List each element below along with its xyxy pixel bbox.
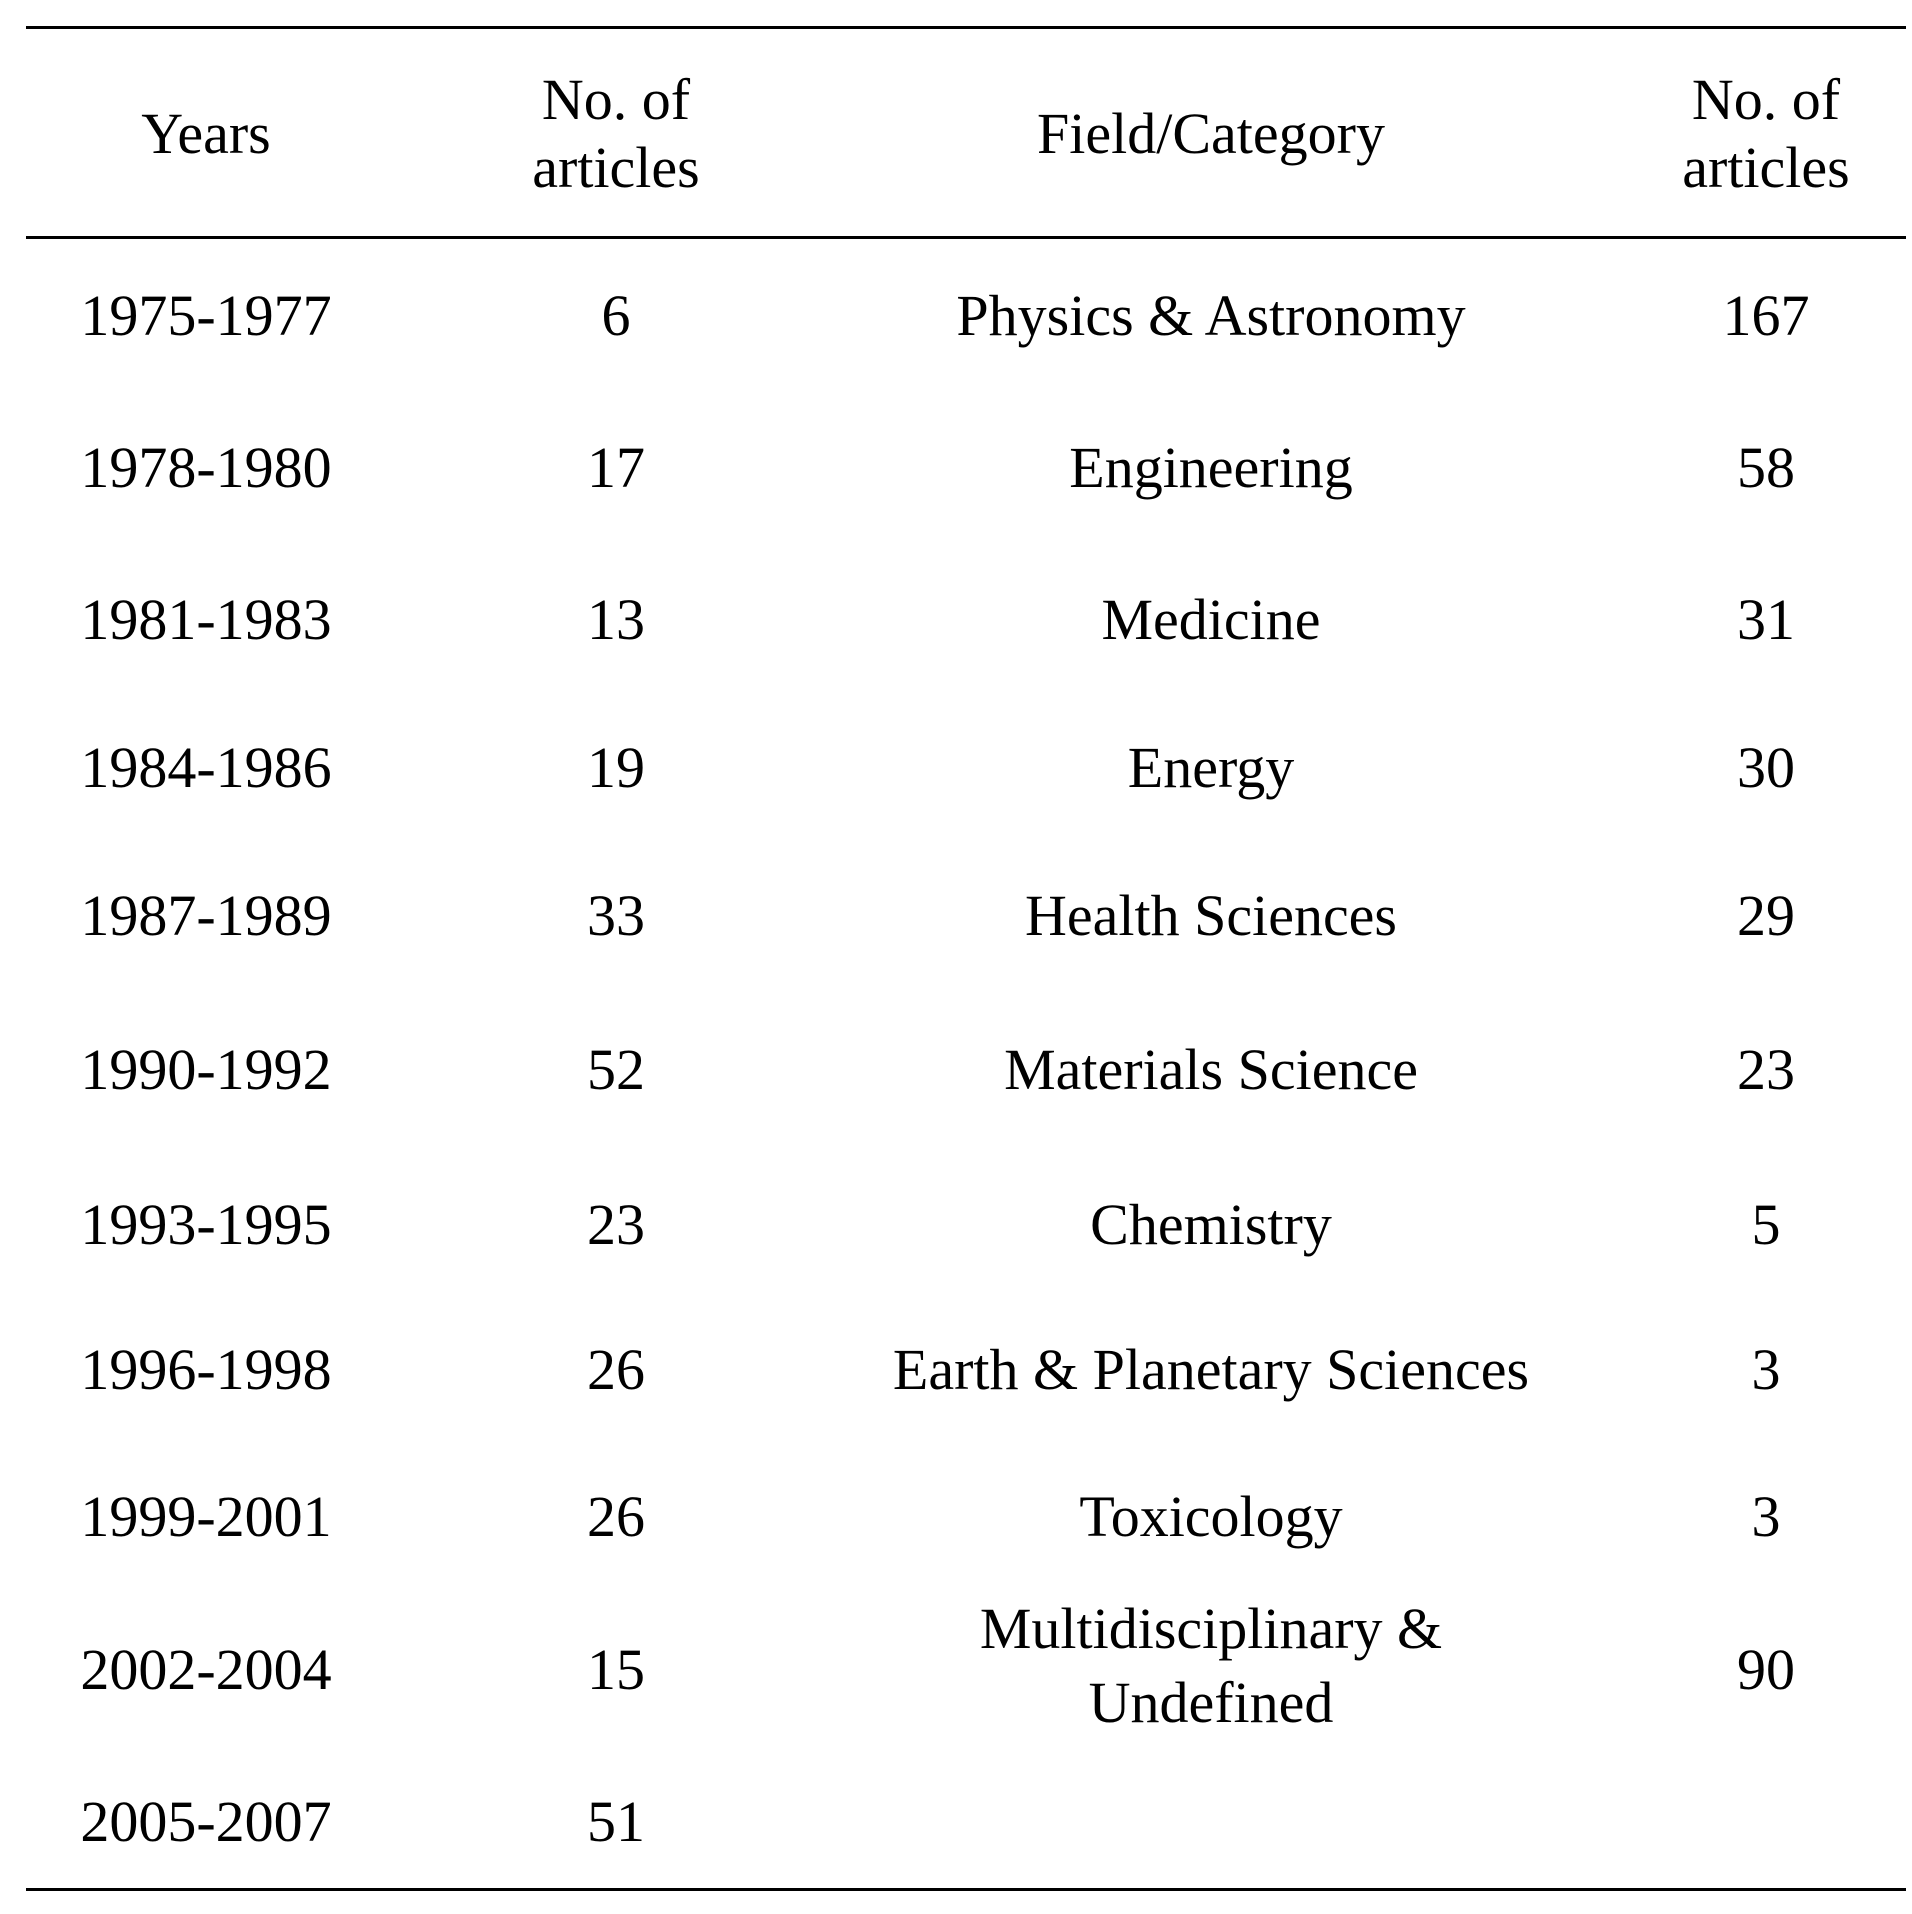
table-cell-field: Engineering xyxy=(1069,435,1353,500)
table-cell-field: Medicine xyxy=(1101,587,1321,652)
table-header-rule xyxy=(26,236,1906,239)
table-cell-years: 1981-1983 xyxy=(80,587,332,652)
table-cell-field-count: 90 xyxy=(1737,1637,1795,1702)
table-cell-field: Earth & Planetary Sciences xyxy=(892,1337,1530,1402)
table-cell-count: 17 xyxy=(587,435,645,500)
header-articles-by-field xyxy=(1626,64,1906,204)
table-cell-count: 15 xyxy=(587,1637,645,1702)
table-cell-field: Energy xyxy=(1127,735,1295,800)
table-cell-field-line1: Multidisciplinary & xyxy=(979,1596,1443,1661)
table-cell-years: 1993-1995 xyxy=(80,1192,332,1257)
header-years-label: Years xyxy=(141,101,271,166)
table-cell-field-count: 30 xyxy=(1737,735,1795,800)
table-cell-field-count: 31 xyxy=(1737,587,1795,652)
table-bottom-rule xyxy=(26,1888,1906,1891)
table-cell-count: 23 xyxy=(587,1192,645,1257)
table-cell-count: 26 xyxy=(587,1337,645,1402)
table-cell-field xyxy=(796,1592,1626,1740)
table-cell-field: Toxicology xyxy=(1079,1484,1343,1549)
table-cell-count: 19 xyxy=(587,735,645,800)
table-cell-years: 2002-2004 xyxy=(80,1637,332,1702)
table-cell-field-count: 23 xyxy=(1737,1037,1795,1102)
header-field-category xyxy=(796,64,1626,204)
table-cell-field: Physics & Astronomy xyxy=(956,283,1466,348)
table-cell-field: Health Sciences xyxy=(1024,883,1397,948)
table-cell-years: 1999-2001 xyxy=(80,1484,332,1549)
table-cell-count: 6 xyxy=(601,283,631,348)
table-cell-count: 13 xyxy=(587,587,645,652)
table-cell-field: Materials Science xyxy=(1004,1037,1418,1102)
header-field-label: Field/Category xyxy=(1037,101,1385,166)
table-cell-field-count: 3 xyxy=(1751,1337,1781,1402)
header-articles-field-line2: articles xyxy=(1682,135,1850,200)
table-cell-count: 52 xyxy=(587,1037,645,1102)
table-cell-years: 1975-1977 xyxy=(80,283,332,348)
table-cell-count: 26 xyxy=(587,1484,645,1549)
header-articles-line1: No. of xyxy=(541,67,691,132)
table-cell-years: 1996-1998 xyxy=(80,1337,332,1402)
table-cell-years: 1987-1989 xyxy=(80,883,332,948)
table-cell-count: 51 xyxy=(587,1789,645,1854)
table-cell-years: 2005-2007 xyxy=(80,1789,332,1854)
table-cell-years: 1978-1980 xyxy=(80,435,332,500)
table-cell-years: 1984-1986 xyxy=(80,735,332,800)
table-cell-field: Chemistry xyxy=(1090,1192,1332,1257)
table-cell-field-line2: Undefined xyxy=(1088,1670,1334,1735)
table-cell-count: 33 xyxy=(587,883,645,948)
table-cell-field-count: 3 xyxy=(1751,1484,1781,1549)
table-cell-field-count: 58 xyxy=(1737,435,1795,500)
header-articles-by-year xyxy=(466,64,766,204)
table-cell-field-count: 167 xyxy=(1722,283,1810,348)
header-years xyxy=(26,64,386,204)
header-articles-field-line1: No. of xyxy=(1691,67,1841,132)
table-cell-years: 1990-1992 xyxy=(80,1037,332,1102)
header-articles-line2: articles xyxy=(532,135,700,200)
table-cell-field-count: 29 xyxy=(1737,883,1795,948)
table-top-rule xyxy=(26,26,1906,29)
table-cell-field-count: 5 xyxy=(1751,1192,1781,1257)
